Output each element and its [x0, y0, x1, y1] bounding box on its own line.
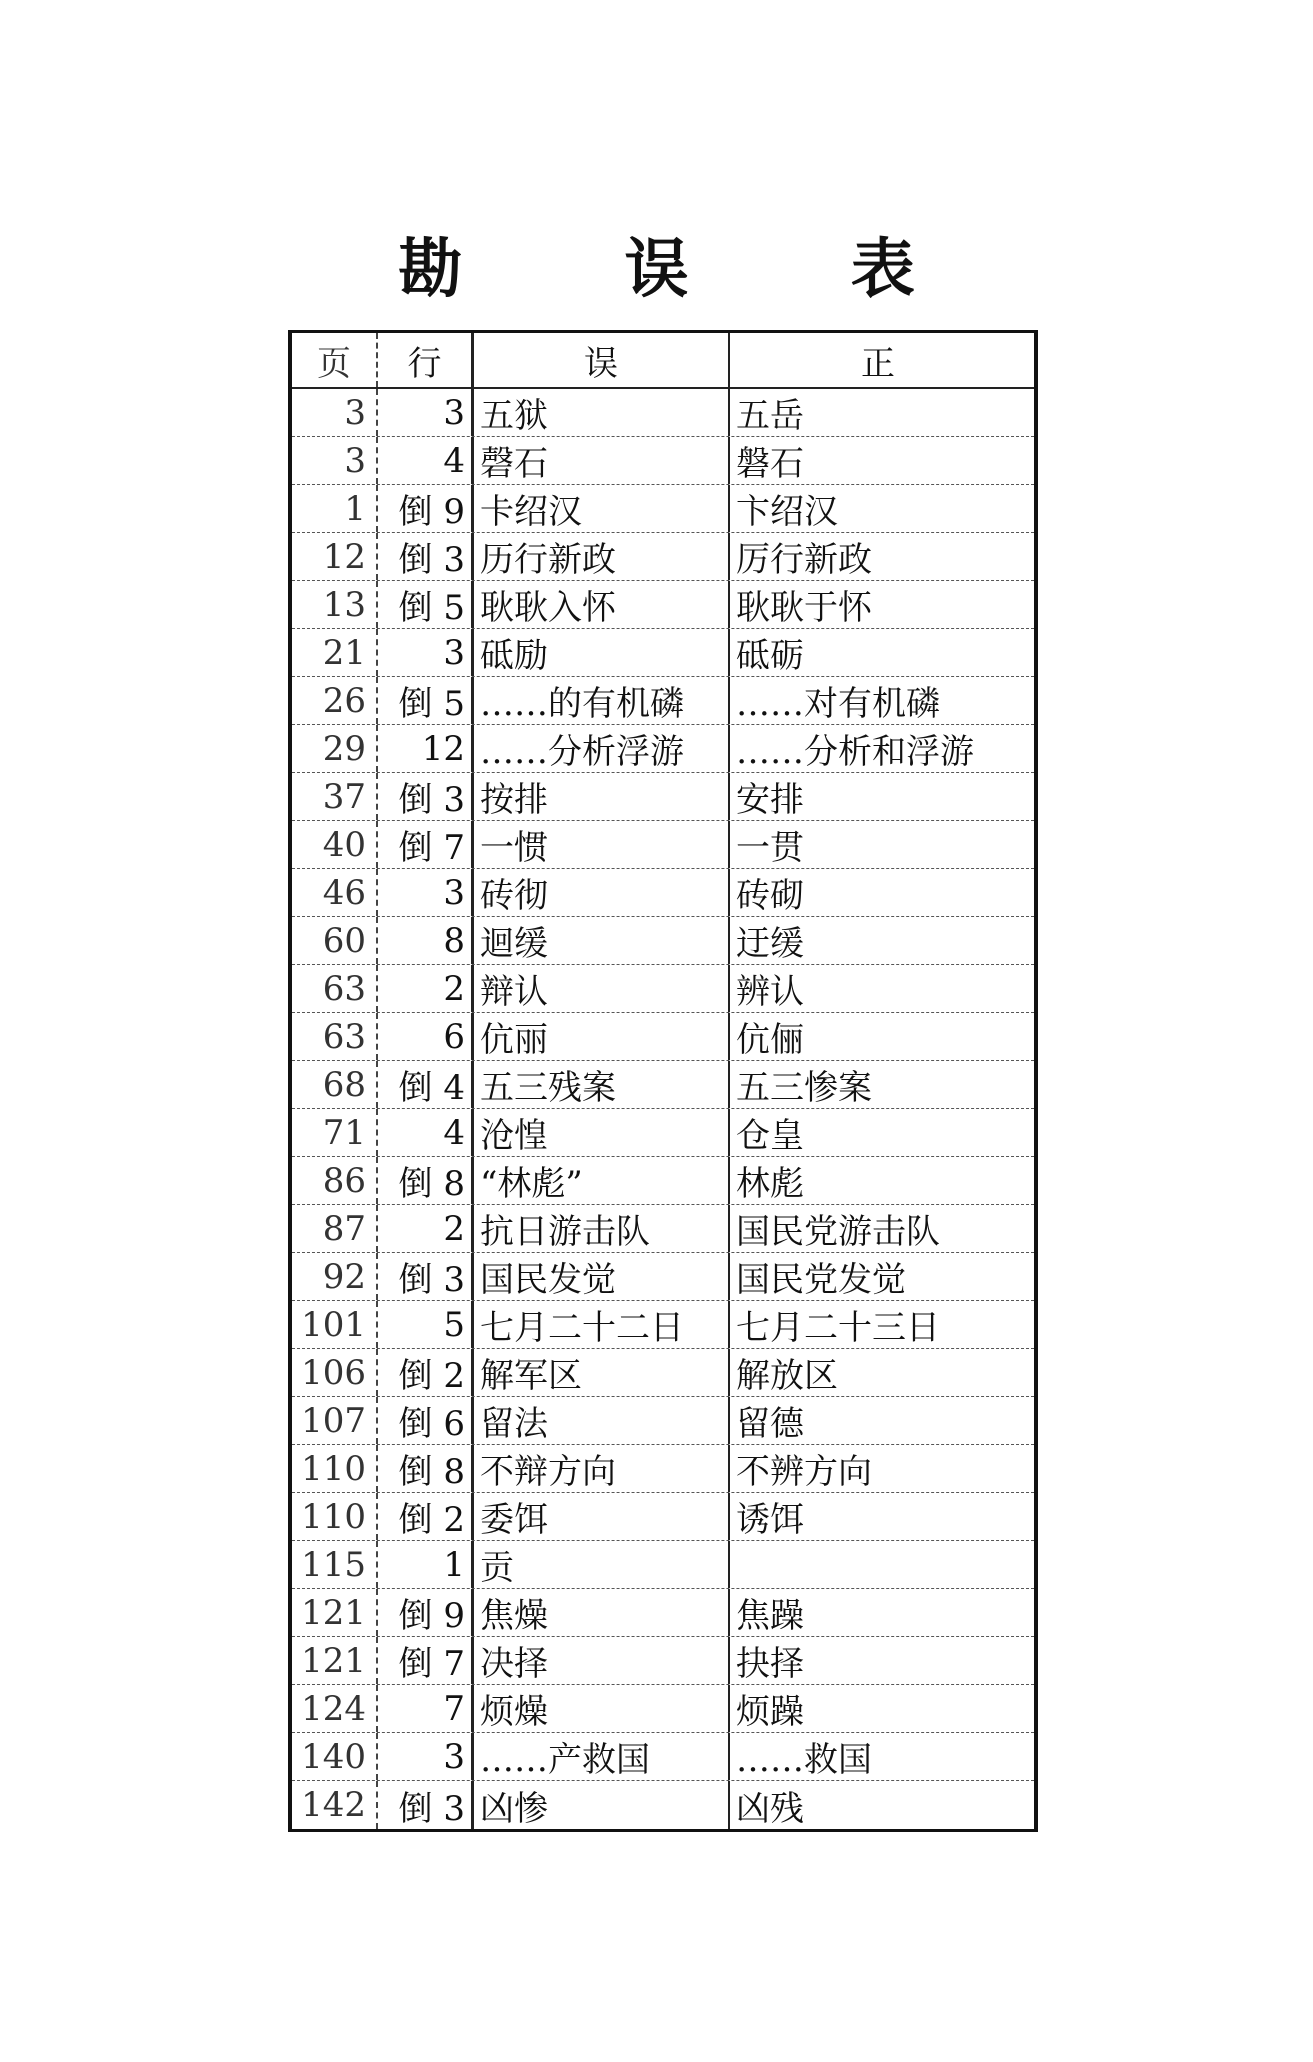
right-cell: 伉俪 [736, 1020, 804, 1060]
header-line: 行 [378, 333, 474, 387]
page-cell: 37 [292, 773, 378, 820]
page-cell: 26 [292, 677, 378, 724]
page-cell: 121 [292, 1589, 378, 1636]
table-header-row [292, 333, 1034, 389]
wrong-cell: 卡绍汉 [474, 485, 730, 532]
line-cell: 倒 2 [378, 1493, 474, 1540]
line-cell: 倒 9 [378, 485, 474, 532]
line-cell: 8 [378, 917, 474, 964]
page-cell: 92 [292, 1253, 378, 1300]
right-cell: 抉择 [736, 1644, 804, 1684]
table-row [292, 1205, 1034, 1253]
line-cell: 1 [378, 1541, 474, 1588]
line-cell: 倒 3 [378, 1253, 474, 1300]
line-cell: 倒 9 [378, 1589, 474, 1636]
right-cell: 仓皇 [736, 1116, 804, 1156]
page-cell: 110 [292, 1493, 378, 1540]
table-row [292, 1397, 1034, 1445]
wrong-cell: 抗日游击队 [474, 1205, 730, 1252]
right-cell: 林彪 [736, 1164, 804, 1204]
table-row [292, 581, 1034, 629]
line-cell: 2 [378, 965, 474, 1012]
table-row [292, 1061, 1034, 1109]
page-cell: 86 [292, 1157, 378, 1204]
page-cell: 87 [292, 1205, 378, 1252]
table-row [292, 1733, 1034, 1781]
right-cell: 耿耿于怀 [736, 588, 872, 628]
right-cell: 诱饵 [736, 1500, 804, 1540]
wrong-cell: 贡 [474, 1541, 730, 1588]
line-cell: 倒 7 [378, 1637, 474, 1684]
line-cell: 4 [378, 1109, 474, 1156]
table-row [292, 917, 1034, 965]
table-row [292, 677, 1034, 725]
table-row [292, 869, 1034, 917]
line-cell: 7 [378, 1685, 474, 1732]
table-row [292, 485, 1034, 533]
wrong-cell: 迴缓 [474, 917, 730, 964]
header-wrong: 误 [474, 333, 730, 387]
wrong-cell: “林彪” [474, 1157, 730, 1204]
table-row [292, 773, 1034, 821]
page-cell: 115 [292, 1541, 378, 1588]
table-row [292, 533, 1034, 581]
wrong-cell: 国民发觉 [474, 1253, 730, 1300]
right-cell: 砥砺 [736, 636, 804, 676]
table-row [292, 1637, 1034, 1685]
right-cell: ……分析和浮游 [736, 732, 974, 772]
line-cell: 倒 3 [378, 1781, 474, 1829]
wrong-cell: 辩认 [474, 965, 730, 1012]
line-cell: 倒 6 [378, 1397, 474, 1444]
page-cell: 40 [292, 821, 378, 868]
line-cell: 倒 7 [378, 821, 474, 868]
page-cell: 63 [292, 965, 378, 1012]
right-cell: 迂缓 [736, 924, 804, 964]
right-cell: ……对有机磷 [736, 684, 940, 724]
wrong-cell: 凶惨 [474, 1781, 730, 1829]
right-cell: 国民党发觉 [736, 1260, 906, 1300]
table-row [292, 725, 1034, 773]
table-row [292, 1301, 1034, 1349]
right-cell: 砖砌 [736, 876, 804, 916]
page-cell: 46 [292, 869, 378, 916]
wrong-cell: 留法 [474, 1397, 730, 1444]
table-row [292, 1109, 1034, 1157]
right-cell: 厉行新政 [736, 540, 872, 580]
wrong-cell: 历行新政 [474, 533, 730, 580]
right-cell: ……救国 [736, 1740, 872, 1780]
right-cell: 焦躁 [736, 1596, 804, 1636]
right-cell: 烦躁 [736, 1692, 804, 1732]
line-cell: 6 [378, 1013, 474, 1060]
right-cell: 卞绍汉 [736, 492, 838, 532]
table-body [292, 389, 1034, 1829]
page-cell: 3 [292, 389, 378, 436]
page-cell: 1 [292, 485, 378, 532]
header-right: 正 [861, 343, 895, 384]
page-cell: 60 [292, 917, 378, 964]
page-cell: 140 [292, 1733, 378, 1780]
right-cell: 辨认 [736, 972, 804, 1012]
wrong-cell: 耿耿入怀 [474, 581, 730, 628]
wrong-cell: ……分析浮游 [474, 725, 730, 772]
right-cell [730, 1541, 1026, 1588]
right-cell: 留德 [736, 1404, 804, 1444]
line-cell: 倒 8 [378, 1157, 474, 1204]
page-cell: 3 [292, 437, 378, 484]
wrong-cell: 一惯 [474, 821, 730, 868]
line-cell: 倒 3 [378, 533, 474, 580]
right-cell: 一贯 [736, 828, 804, 868]
errata-table [288, 330, 1038, 1832]
table-row [292, 1541, 1034, 1589]
line-cell: 倒 3 [378, 773, 474, 820]
page-cell: 110 [292, 1445, 378, 1492]
page-cell: 107 [292, 1397, 378, 1444]
right-cell: 磐石 [736, 444, 804, 484]
line-cell: 倒 4 [378, 1061, 474, 1108]
wrong-cell: 烦燥 [474, 1685, 730, 1732]
wrong-cell: ……的有机磷 [474, 677, 730, 724]
page-title: 勘 误 表 [398, 233, 985, 307]
page-cell: 29 [292, 725, 378, 772]
line-cell: 3 [378, 869, 474, 916]
line-cell: 倒 5 [378, 677, 474, 724]
line-cell: 倒 2 [378, 1349, 474, 1396]
right-cell: 不辨方向 [736, 1452, 872, 1492]
table-row [292, 389, 1034, 437]
right-cell: 国民党游击队 [736, 1212, 940, 1252]
wrong-cell: 伉丽 [474, 1013, 730, 1060]
table-row [292, 965, 1034, 1013]
table-row [292, 1445, 1034, 1493]
page-cell: 68 [292, 1061, 378, 1108]
line-cell: 12 [378, 725, 474, 772]
table-row [292, 1349, 1034, 1397]
table-row [292, 1685, 1034, 1733]
line-cell: 倒 8 [378, 1445, 474, 1492]
right-cell: 解放区 [736, 1356, 838, 1396]
line-cell: 3 [378, 1733, 474, 1780]
right-cell: 七月二十三日 [736, 1308, 940, 1348]
wrong-cell: 委饵 [474, 1493, 730, 1540]
wrong-cell: 解军区 [474, 1349, 730, 1396]
right-cell: 安排 [736, 780, 804, 820]
line-cell: 4 [378, 437, 474, 484]
table-row [292, 1013, 1034, 1061]
page-cell: 101 [292, 1301, 378, 1348]
wrong-cell: 砥励 [474, 629, 730, 676]
table-row [292, 1781, 1034, 1829]
wrong-cell: 砖彻 [474, 869, 730, 916]
wrong-cell: ……产救国 [474, 1733, 730, 1780]
page-cell: 106 [292, 1349, 378, 1396]
page-cell: 63 [292, 1013, 378, 1060]
wrong-cell: 五狱 [474, 389, 730, 436]
wrong-cell: 决择 [474, 1637, 730, 1684]
table-row [292, 1589, 1034, 1637]
page-cell: 142 [292, 1781, 378, 1829]
right-cell: 五岳 [736, 396, 804, 436]
page-cell: 21 [292, 629, 378, 676]
table-row [292, 821, 1034, 869]
wrong-cell: 磬石 [474, 437, 730, 484]
line-cell: 5 [378, 1301, 474, 1348]
table-row [292, 1157, 1034, 1205]
line-cell: 3 [378, 389, 474, 436]
line-cell: 3 [378, 629, 474, 676]
page-cell: 71 [292, 1109, 378, 1156]
page-cell: 124 [292, 1685, 378, 1732]
wrong-cell: 焦燥 [474, 1589, 730, 1636]
table-row [292, 1253, 1034, 1301]
table-row [292, 1493, 1034, 1541]
wrong-cell: 按排 [474, 773, 730, 820]
right-cell: 凶残 [736, 1788, 804, 1829]
line-cell: 2 [378, 1205, 474, 1252]
page-cell: 13 [292, 581, 378, 628]
page-cell: 12 [292, 533, 378, 580]
wrong-cell: 沧惶 [474, 1109, 730, 1156]
wrong-cell: 不辩方向 [474, 1445, 730, 1492]
wrong-cell: 五三残案 [474, 1061, 730, 1108]
page-cell: 121 [292, 1637, 378, 1684]
table-row [292, 437, 1034, 485]
header-page: 页 [292, 333, 378, 387]
right-cell: 五三惨案 [736, 1068, 872, 1108]
table-row [292, 629, 1034, 677]
wrong-cell: 七月二十二日 [474, 1301, 730, 1348]
line-cell: 倒 5 [378, 581, 474, 628]
